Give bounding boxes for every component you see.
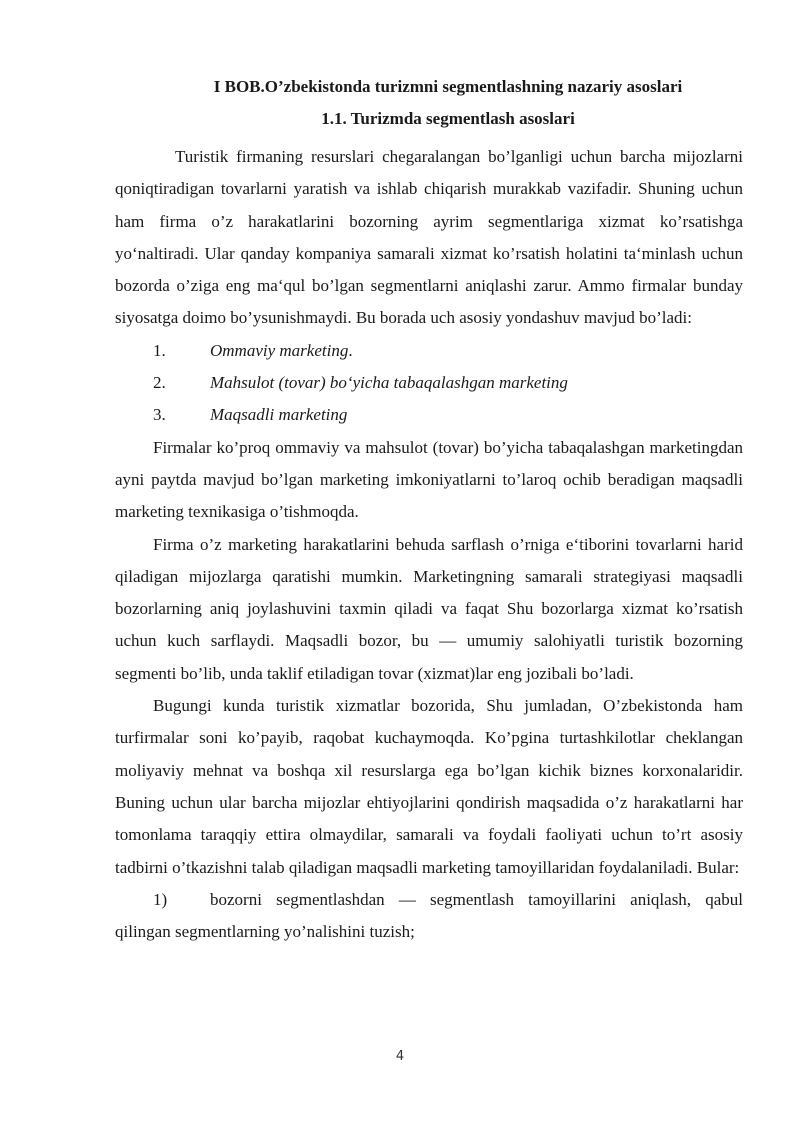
list-item-number: 1. (153, 340, 166, 360)
page-number: 4 (395, 1049, 405, 1064)
list-item-text: Ommaviy marketing (210, 340, 349, 360)
chapter-title: I BOB.O’zbekistonda turizmni segmentlashning nazariy asoslari (213, 77, 683, 96)
list-item (115, 399, 743, 431)
paragraph-uzbekistan-market: Bugungi kunda turistik xizmatlar bozorida, Shu jumladan, O’zbekistonda ham turfirmalar soni ko’payib, raqobat kuchaymoqda. Ko’pgina turtashkilotlar cheklangan moliyaviy mehnat va boshqa xil resurslarga ega bo’lgan kichik biznes korxonalaridir. Buning uchun ular barcha mijozlar ehtiyojlarini qondirish maqsadida o’z harakatlarni har tomonlama taraqqiy ettira olmaydilar, samarali va foydali faoliyati uchun to’rt asosiy tadbirni o’tkazishni talab qiladigan maqsadli marketing tamoyillaridan foydalaniladi. Bular: (115, 696, 743, 877)
list-item-text: Mahsulot (tovar) bo‘yicha tabaqalashgan marketing (210, 373, 568, 393)
list-item-text: Maqsadli marketing (210, 405, 348, 425)
paragraph-target-market: Firma o’z marketing harakatlarini behuda sarflash o’rniga e‘tiborini tovarlarni harid qiladigan mijozlarga qaratishi mumkin. Marketingning samarali strategiyasi maqsadli bozorlarning aniq joylashuvini taxmin qiladi va faqat Shu bozorlarga xizmat ko’rsatish uchun kuch sarflaydi. Maqsadli bozor, bu — umumiy salohiyatli turistik bozorning segmenti bo’lib, unda taklif etiladigan tovar (xizmat)lar eng jozibali bo’ladi. (115, 534, 743, 683)
list-item-number: 3. (153, 405, 166, 425)
numbered-paragraph-text: bozorni segmentlashdan — segmentlash tamoyillarini aniqlash, qabul qilingan segmentlarning yo’nalishini tuzish; (115, 889, 743, 942)
section-title: 1.1. Turizmda segmentlash asoslari (321, 109, 575, 128)
list-item-number: 2. (153, 373, 166, 393)
numbered-paragraph-number: 1) (153, 889, 168, 909)
document-body (115, 141, 743, 948)
numbered-paragraph (115, 884, 743, 949)
list-item (115, 367, 743, 399)
list-item-suffix: . (348, 340, 353, 360)
paragraph-targeted-marketing: Firmalar ko’proq ommaviy va mahsulot (tovar) bo’yicha tabaqalashgan marketingdan ayni paytda mavjud bo’lgan marketing imkoniyatlarni to’laroq ochib beradigan maqsadli marketing texnikasiga o’tishmoqda. (115, 437, 743, 522)
list-item (115, 335, 743, 367)
paragraph-intro: Turistik firmaning resurslari chegaralangan bo’lganligi uchun barcha mijozlarni qoniqtiradigan tovarlarni yaratish va ishlab chiqarish murakkab vazifadir. Shuning uchun ham firma o’z harakatlarini bozorning ayrim segmentlariga xizmat ko’rsatishga yo‘naltiradi. Ular qanday kompaniya samarali xizmat ko’rsatish holatini ta‘minlash uchun bozorda o’ziga eng ma‘qul bo’lgan segmentlarni aniqlashi zarur. Ammo firmalar bunday siyosatga doimo bo’ysunishmaydi. Bu borada uch asosiy yondashuv mavjud bo’ladi: (115, 147, 743, 328)
